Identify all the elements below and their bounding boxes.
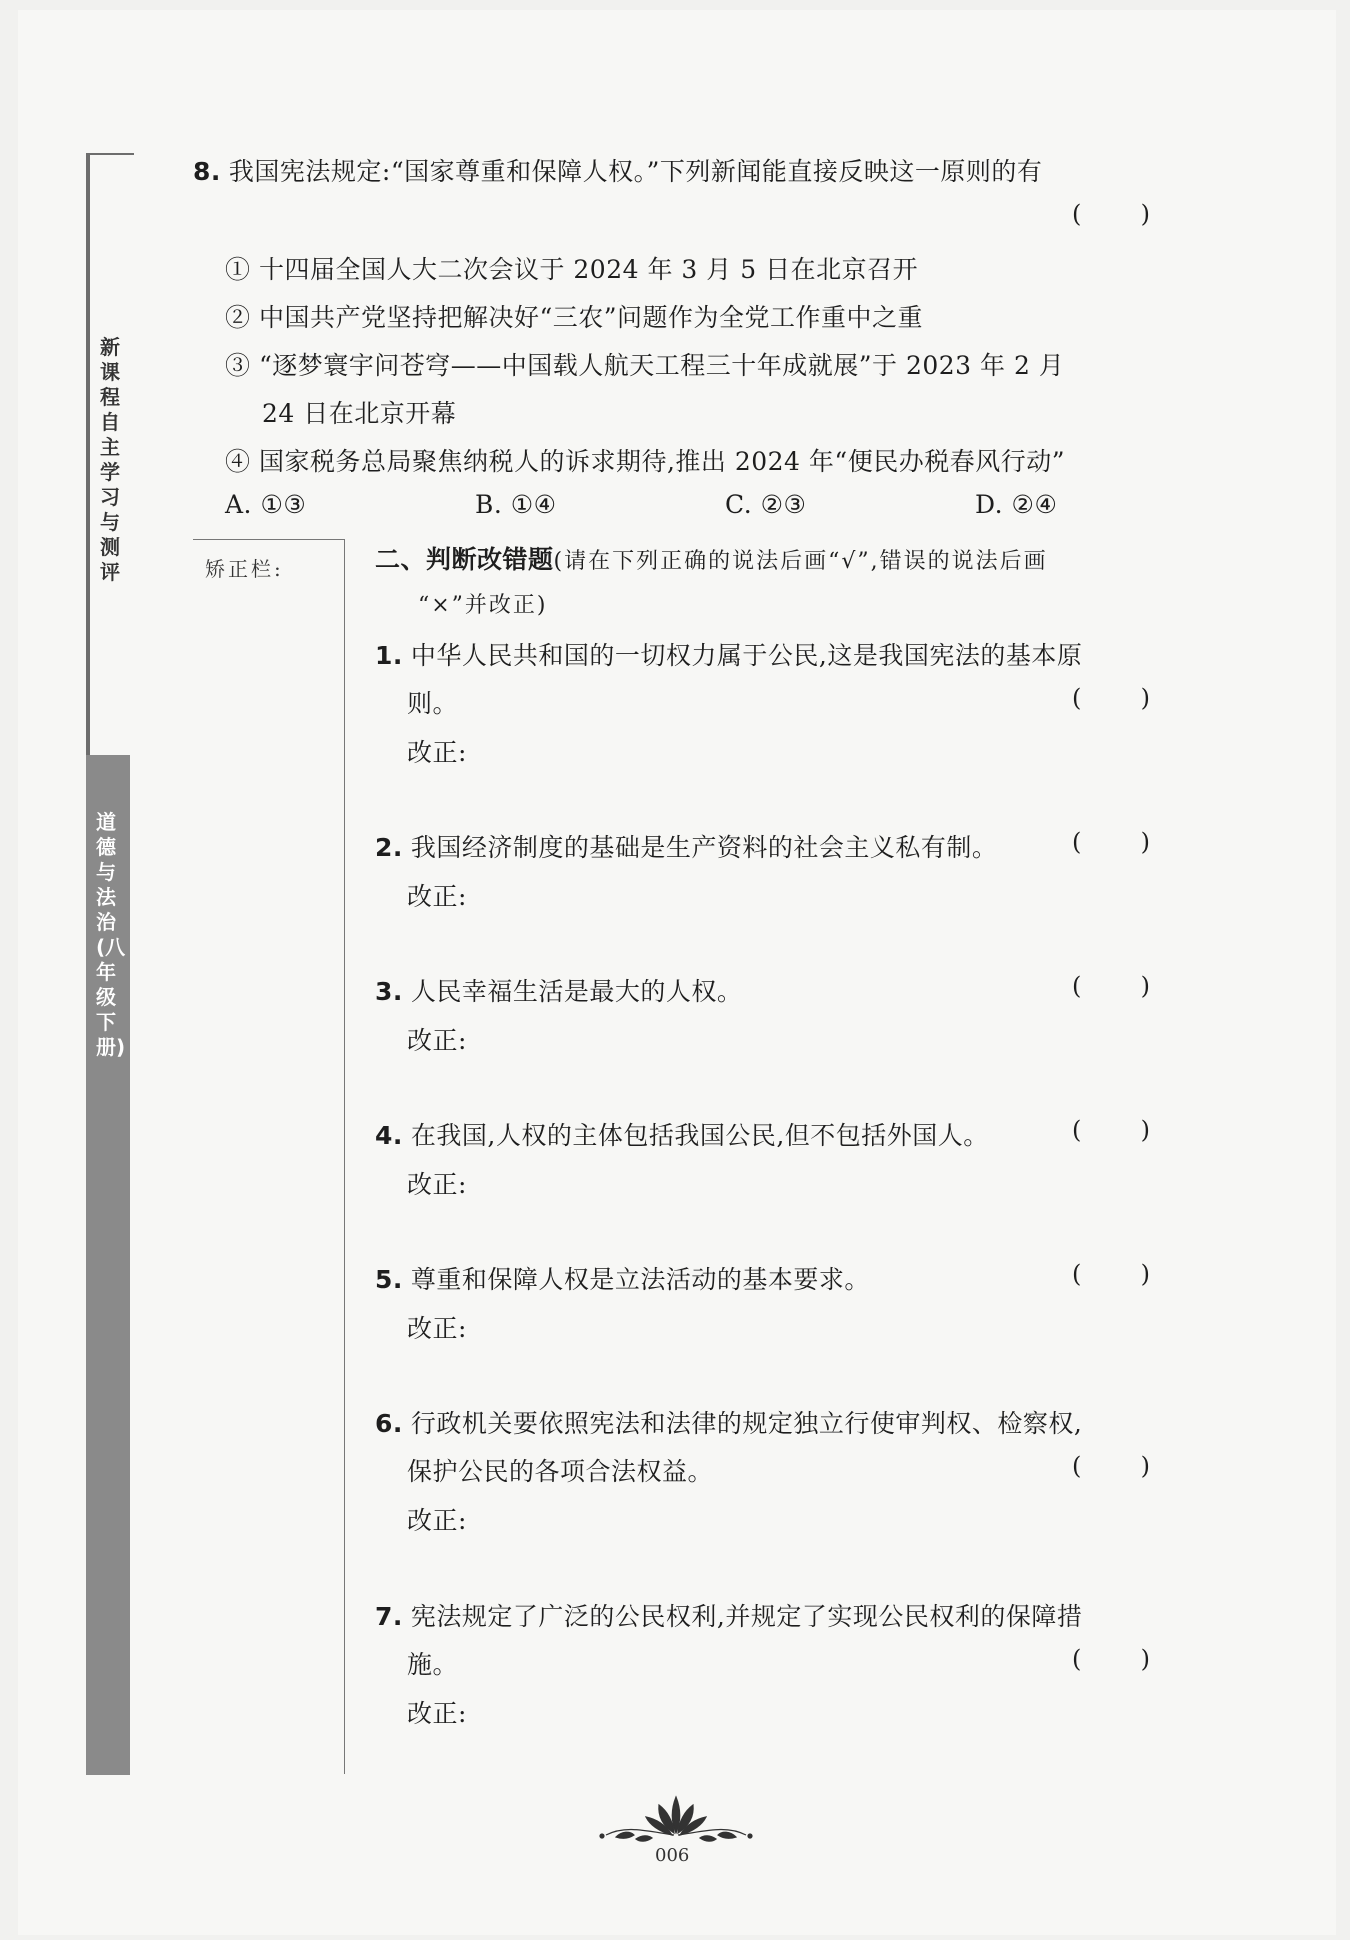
question-number: 8.: [193, 157, 221, 186]
judge-question-3: 3. 人民幸福生活是最大的人权。: [375, 977, 743, 1006]
correction-column-label: 矫正栏:: [205, 557, 284, 581]
page-number: 006: [655, 1845, 690, 1866]
sidebar-bottom-label: 道德与法治(八年级下册): [96, 810, 126, 1059]
judge-question-4: 4. 在我国,人权的主体包括我国公民,但不包括外国人。: [375, 1121, 989, 1150]
question-8-item-3: ③ “逐梦寰宇问苍穹——中国载人航天工程三十年成就展”于 2023 年 2 月: [225, 351, 1065, 380]
answer-parentheses[interactable]: ( ): [1072, 972, 1150, 1000]
judge-question-6: 6. 行政机关要依照宪法和法律的规定独立行使审判权、检察权,: [375, 1409, 1083, 1438]
judge-question-2: 2. 我国经济制度的基础是生产资料的社会主义私有制。: [375, 833, 998, 862]
correction-prompt: 改正:: [407, 1026, 467, 1055]
judge-question-1: 1. 中华人民共和国的一切权力属于公民,这是我国宪法的基本原: [375, 641, 1083, 670]
correction-prompt: 改正:: [407, 1506, 467, 1535]
correction-prompt: 改正:: [407, 1314, 467, 1343]
correction-prompt: 改正:: [407, 1170, 467, 1199]
answer-parentheses[interactable]: ( ): [1072, 1260, 1150, 1288]
answer-parentheses[interactable]: ( ): [1072, 1452, 1150, 1480]
question-8-item-3-cont: 24 日在北京开幕: [262, 399, 457, 428]
margin-divider-horizontal: [193, 539, 345, 540]
option-d[interactable]: D. ②④: [975, 490, 1058, 519]
correction-prompt: 改正:: [407, 1699, 467, 1728]
section-2-note-cont: “×”并改正): [418, 593, 548, 618]
answer-parentheses[interactable]: ( ): [1072, 200, 1150, 228]
answer-parentheses[interactable]: ( ): [1072, 828, 1150, 856]
option-b[interactable]: B. ①④: [475, 490, 557, 519]
option-a[interactable]: A. ①③: [225, 490, 307, 519]
correction-prompt: 改正:: [407, 738, 467, 767]
section-2-header: [375, 540, 1048, 576]
leaf-ornament-icon: [596, 1795, 756, 1845]
sidebar-top-label: 新课程自主学习与测评: [100, 335, 120, 584]
question-8-item-4: ④ 国家税务总局聚焦纳税人的诉求期待,推出 2024 年“便民办税春风行动”: [225, 447, 1065, 476]
answer-parentheses[interactable]: ( ): [1072, 1645, 1150, 1673]
margin-divider-vertical: [344, 539, 345, 1774]
judge-question-5: 5. 尊重和保障人权是立法活动的基本要求。: [375, 1265, 870, 1294]
question-8-item-2: ② 中国共产党坚持把解决好“三农”问题作为全党工作重中之重: [225, 303, 924, 332]
section-2-note: (请在下列正确的说法后画“√”,错误的说法后画: [553, 549, 1048, 574]
question-8-text: 我国宪法规定:“国家尊重和保障人权。”下列新闻能直接反映这一原则的有: [228, 157, 1043, 186]
judge-question-1-cont: 则。: [407, 689, 459, 718]
question-8-item-1: ① 十四届全国人大二次会议于 2024 年 3 月 5 日在北京召开: [225, 255, 919, 284]
answer-parentheses[interactable]: ( ): [1072, 1116, 1150, 1144]
correction-prompt: 改正:: [407, 882, 467, 911]
sidebar-subject: [86, 755, 130, 1775]
sidebar-book-title: [86, 153, 134, 755]
judge-question-7-cont: 施。: [407, 1650, 459, 1679]
question-8-stem: [193, 152, 1042, 188]
answer-parentheses[interactable]: ( ): [1072, 684, 1150, 712]
section-2-title: 二、判断改错题: [375, 545, 554, 574]
judge-question-6-cont: 保护公民的各项合法权益。: [407, 1457, 714, 1486]
option-c[interactable]: C. ②③: [725, 490, 807, 519]
judge-question-7: 7. 宪法规定了广泛的公民权利,并规定了实现公民权利的保障措: [375, 1602, 1083, 1631]
